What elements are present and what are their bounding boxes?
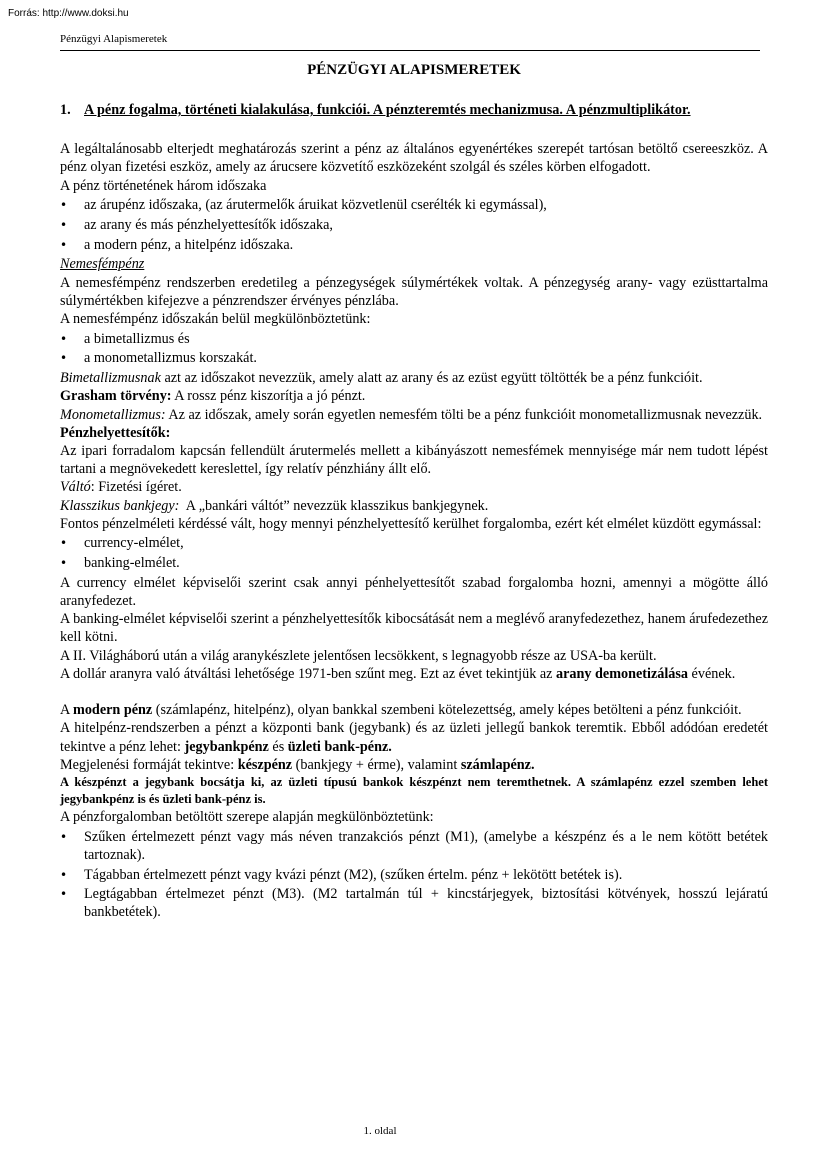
list-item: • az árupénz időszaka, (az árutermelők áruikat közvetlenül cserélték ki egymással), bbox=[60, 196, 768, 214]
megjel-text-start: Megjelenési formáját tekintve: bbox=[60, 756, 238, 773]
nemesfempenz-paragraph: A nemesfémpénz rendszerben eredetileg a pénzegységek súlymértékek voltak. A pénzegység arany- vagy ezüsttartalma súlymértékben kifejezve a pénzrendszer érvényes pénzlába. bbox=[60, 274, 768, 309]
list-item: • Szűken értelmezett pénzt vagy más néven tranzakciós pénzt (M1), (amelybe a készpénz és a le nem kötött betétek tartoznak). bbox=[60, 828, 768, 864]
megjel-text-bold2: számlapénz. bbox=[460, 756, 535, 773]
document-title: PÉNZÜGYI ALAPISMERETEK bbox=[307, 62, 521, 78]
bankjegy-term: Klasszikus bankjegy: bbox=[60, 497, 180, 514]
section-heading bbox=[60, 101, 768, 119]
nemesfempenz-intro: A nemesfémpénz időszakán belül megkülönböztetünk: bbox=[60, 311, 371, 328]
page-number: 1. oldal bbox=[363, 1125, 397, 1137]
source-line: Forrás: http://www.doksi.hu bbox=[8, 8, 129, 19]
running-header: Pénzügyi Alapismeretek bbox=[60, 33, 168, 45]
megjel-text-mid: (bankjegy + érme), valamint bbox=[292, 756, 461, 773]
list-item: • banking-elmélet. bbox=[60, 554, 768, 572]
hitel-text-bold1: jegybankpénz bbox=[184, 738, 269, 755]
megjel-text-bold1: készpénz bbox=[237, 756, 293, 773]
list-item: • a monometallizmus korszakát. bbox=[60, 349, 768, 367]
monometallizmus-text: Az az időszak, amely során egyetlen nemesfém tölti be a pénz funkcióit monometallizmusnak nevezzük. bbox=[165, 406, 763, 423]
valto-paragraph bbox=[60, 478, 768, 496]
list-item: • currency-elmélet, bbox=[60, 534, 768, 552]
bimetallizmus-text: azt az időszakot nevezzük, amely alatt az arany és az ezüst együtt töltötték be a pénz funkcióit. bbox=[160, 370, 703, 387]
list-item: • a modern pénz, a hitelpénz időszaka. bbox=[60, 236, 768, 254]
bankjegy-text: A „bankári váltót” nevezzük klasszikus bankjegynek. bbox=[179, 497, 489, 514]
hitel-text-bold2: üzleti bank-pénz. bbox=[287, 738, 392, 755]
bankjegy-paragraph bbox=[60, 497, 768, 515]
penzforgalom-paragraph: A pénzforgalomban betöltött szerepe alapján megkülönböztetünk: bbox=[60, 808, 434, 825]
dollar-text-start: A dollár aranyra való átváltási lehetősége 1971-ben szűnt meg. Ezt az évet tekintjük az bbox=[60, 665, 556, 682]
penzhelyettesitok-heading: Pénzhelyettesítők: bbox=[60, 424, 171, 441]
nemesfempenz-list bbox=[60, 330, 768, 368]
money-types-list bbox=[60, 828, 768, 922]
banking-paragraph: A banking-elmélet képviselői szerint a pénzhelyettesítők kibocsátását nem a meglévő aranyfedezethez, hanem árufedezethez kell kötni. bbox=[60, 611, 768, 646]
list-item: • a bimetallizmus és bbox=[60, 330, 768, 348]
valto-text: : Fizetési ígéret. bbox=[90, 479, 182, 496]
modern-text-bold: modern pénz bbox=[73, 702, 153, 719]
spacer bbox=[60, 683, 768, 701]
valto-term: Váltó bbox=[60, 479, 91, 496]
grasham-text: A rossz pénz kiszorítja a jó pénzt. bbox=[171, 388, 366, 405]
keszpenz-paragraph: A készpénzt a jegybank bocsátja ki, az üzleti típusú bankok készpénzt nem teremthetnek. A számlapénz ezzel szemben lehet jegybankpénz is és üzleti bank-pénz is. bbox=[60, 774, 768, 806]
header-rule bbox=[60, 50, 760, 51]
document-body bbox=[60, 61, 768, 923]
list-item: • az arany és más pénzhelyettesítők időszaka, bbox=[60, 216, 768, 234]
history-periods-list bbox=[60, 196, 768, 254]
megjelenes-paragraph bbox=[60, 756, 768, 774]
grasham-term: Grasham törvény: bbox=[60, 388, 172, 405]
monometallizmus-paragraph bbox=[60, 406, 768, 424]
list-item: • Legtágabban értelmezet pénzt (M3). (M2 tartalmán túl + kincstárjegyek, biztosítási kötvények, hosszú lejáratú bankbetétek). bbox=[60, 885, 768, 921]
penzhelyettesitok-paragraph: Az ipari forradalom kapcsán fellendült árutermelés mellett a kibányászott nemesfémek mennyisége már nem tudott lépést tartani a megnövekedett kereslettel, így relatív pénzhiány állt elő. bbox=[60, 442, 768, 478]
dollar-text-bold: arany demonetizálása bbox=[555, 665, 688, 682]
section-number: 1. bbox=[60, 102, 71, 118]
dollar-text-end: évének. bbox=[688, 665, 736, 682]
grasham-paragraph bbox=[60, 387, 768, 405]
modern-penz-paragraph bbox=[60, 701, 768, 719]
currency-paragraph: A currency elmélet képviselői szerint csak annyi pénhelyettesítőt szabad forgalomba hozni, amennyi a mögötte álló aranyfedezet. bbox=[60, 574, 768, 610]
bimetallizmus-term: Bimetallizmusnak bbox=[60, 370, 161, 387]
definition-paragraph: A legáltalánosabb elterjedt meghatározás szerint a pénz az általános egyenértékes szerepét tartósan betöltő csereeszköz. A pénz olyan fizetési eszköz, amely az árucsere közvetítő eszközeként szolgál és széles körben elfogadott. bbox=[60, 141, 768, 176]
ww2-paragraph: A II. Világháború után a világ aranykészlete jelentősen lecsökkent, s legnagyobb része az USA-ba került. bbox=[60, 647, 657, 664]
modern-text-start: A bbox=[60, 702, 74, 719]
elmelet-list bbox=[60, 534, 768, 572]
hitelpenz-paragraph bbox=[60, 719, 768, 755]
modern-text-end: (számlapénz, hitelpénz), olyan bankkal szembeni kötelezettség, amely képes betölteni a pénz funkcióit. bbox=[152, 702, 742, 719]
list-item: • Tágabban értelmezett pénzt vagy kvázi pénzt (M2), (szűken értelm. pénz + lekötött betétek is). bbox=[60, 866, 768, 884]
nemesfempenz-heading: Nemesfémpénz bbox=[60, 256, 145, 273]
elmelet-paragraph: Fontos pénzelméleti kérdéssé vált, hogy mennyi pénzhelyettesítő kerülhet forgalomba, ezért két elmélet küzdött egymással: bbox=[60, 515, 762, 532]
dollar-paragraph bbox=[60, 665, 768, 683]
bimetallizmus-paragraph bbox=[60, 369, 768, 387]
history-intro: A pénz történetének három időszaka bbox=[60, 177, 267, 194]
monometallizmus-term: Monometallizmus: bbox=[60, 406, 166, 423]
section-heading-text: A pénz fogalma, történeti kialakulása, funkciói. A pénzteremtés mechanizmusa. A pénzmultiplikátor. bbox=[84, 102, 691, 118]
hitel-text-mid: és bbox=[268, 738, 288, 755]
hitel-text-start: A hitelpénz-rendszerben a pénzt a központi bank (jegybank) és az üzleti jellegű bankok teremtik. Ebből adódóan eredetét tekintve a pénz lehet: bbox=[60, 720, 768, 755]
